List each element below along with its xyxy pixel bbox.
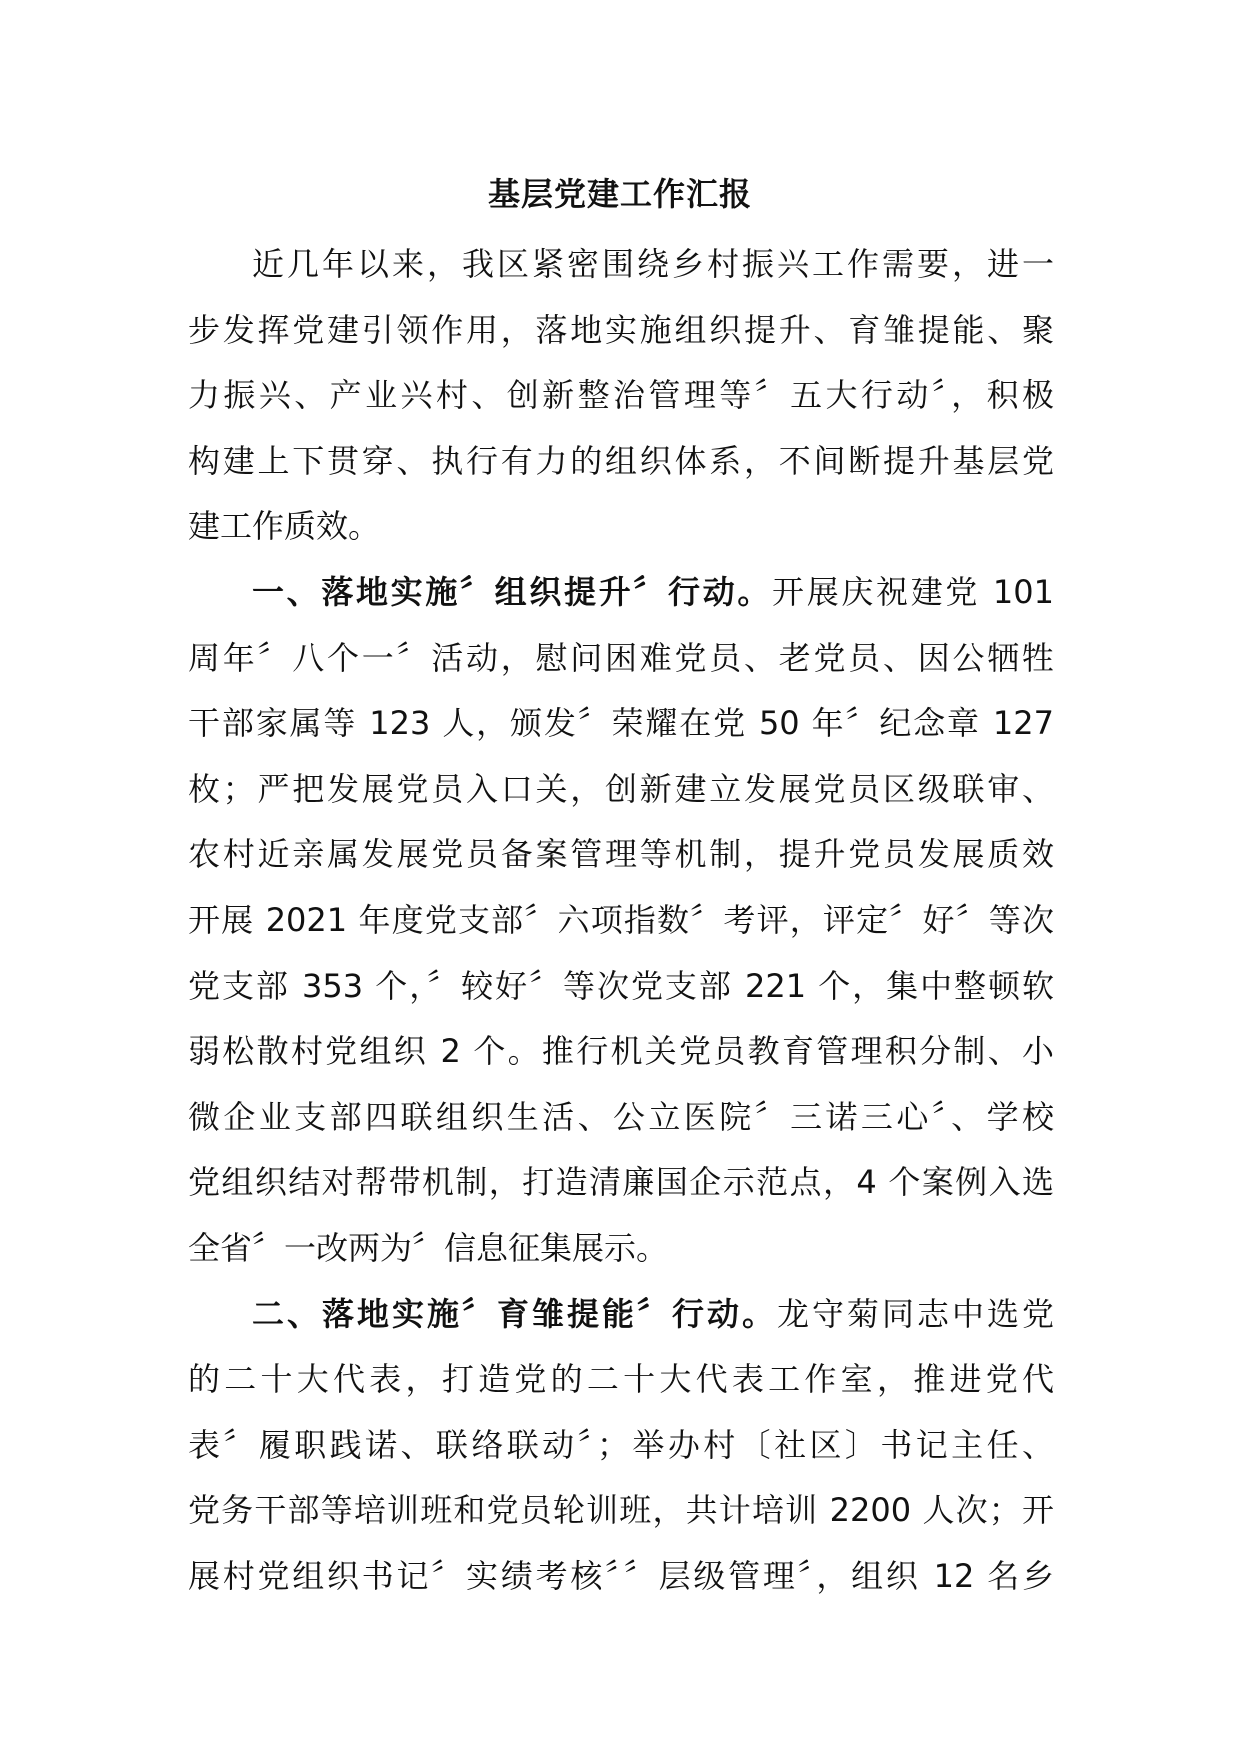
- paragraph-section-2: [188, 1282, 1054, 1610]
- paragraph-line: 表〞履职践诺、联络联动〞；举办村〔社区〕书记主任、: [188, 1425, 1054, 1464]
- paragraph-line: 微企业支部四联组织生活、公立医院〞三诺三心〞、学校: [188, 1097, 1054, 1136]
- paragraph-line: 力振兴、产业兴村、创新整治管理等〞五大行动〞，积极: [188, 376, 1054, 415]
- section-heading: 一、落地实施〞组织提升〞行动。: [252, 572, 773, 611]
- paragraph-line: 建工作质效。: [188, 507, 381, 546]
- paragraph-line: 枚；严把发展党员入口关，创新建立发展党员区级联审、: [188, 769, 1054, 808]
- paragraph-section-1: [188, 560, 1054, 1282]
- paragraph-intro: [188, 232, 1054, 560]
- paragraph-first-line: [188, 560, 1054, 626]
- paragraph-line-text: 龙守菊同志中选党: [776, 1294, 1054, 1333]
- paragraph-first-line: [188, 1282, 1054, 1348]
- paragraph-line: 近几年以来，我区紧密围绕乡村振兴工作需要，进一: [252, 245, 1054, 283]
- paragraph-line: 农村近亲属发展党员备案管理等机制，提升党员发展质效: [188, 835, 1054, 874]
- document-title: 基层党建工作汇报: [487, 175, 752, 213]
- section-heading: 二、落地实施〞育雏提能〞行动。: [252, 1294, 777, 1333]
- paragraph-line: 干部家属等 123 人，颁发〞荣耀在党 50 年〞纪念章 127: [188, 704, 1054, 743]
- paragraph-line: 周年〞八个一〞活动，慰问困难党员、老党员、因公牺牲: [188, 638, 1054, 677]
- paragraph-line: 党组织结对帮带机制，打造清廉国企示范点，4 个案例入选: [188, 1163, 1054, 1202]
- paragraph-line: 弱松散村党组织 2 个。推行机关党员教育管理积分制、小: [188, 1032, 1054, 1071]
- paragraph-line: 全省〞一改两为〞信息征集展示。: [188, 1228, 669, 1267]
- paragraph-line: 构建上下贯穿、执行有力的组织体系，不间断提升基层党: [188, 441, 1054, 480]
- paragraph-line-text: 开展庆祝建党 101: [772, 572, 1054, 611]
- document-body: [188, 232, 1054, 1609]
- paragraph-line: 开展 2021 年度党支部〞六项指数〞考评，评定〞好〞等次: [188, 900, 1054, 939]
- paragraph-line: 党支部 353 个，〞较好〞等次党支部 221 个，集中整顿软: [188, 966, 1054, 1005]
- paragraph-line: 党务干部等培训班和党员轮训班，共计培训 2200 人次；开: [188, 1491, 1054, 1530]
- paragraph-line: 步发挥党建引领作用，落地实施组织提升、育雏提能、聚: [188, 310, 1054, 349]
- paragraph-line: 展村党组织书记〞实绩考核〞〞层级管理〞，组织 12 名乡: [188, 1556, 1054, 1595]
- paragraph-line: 的二十大代表，打造党的二十大代表工作室，推进党代: [188, 1360, 1054, 1399]
